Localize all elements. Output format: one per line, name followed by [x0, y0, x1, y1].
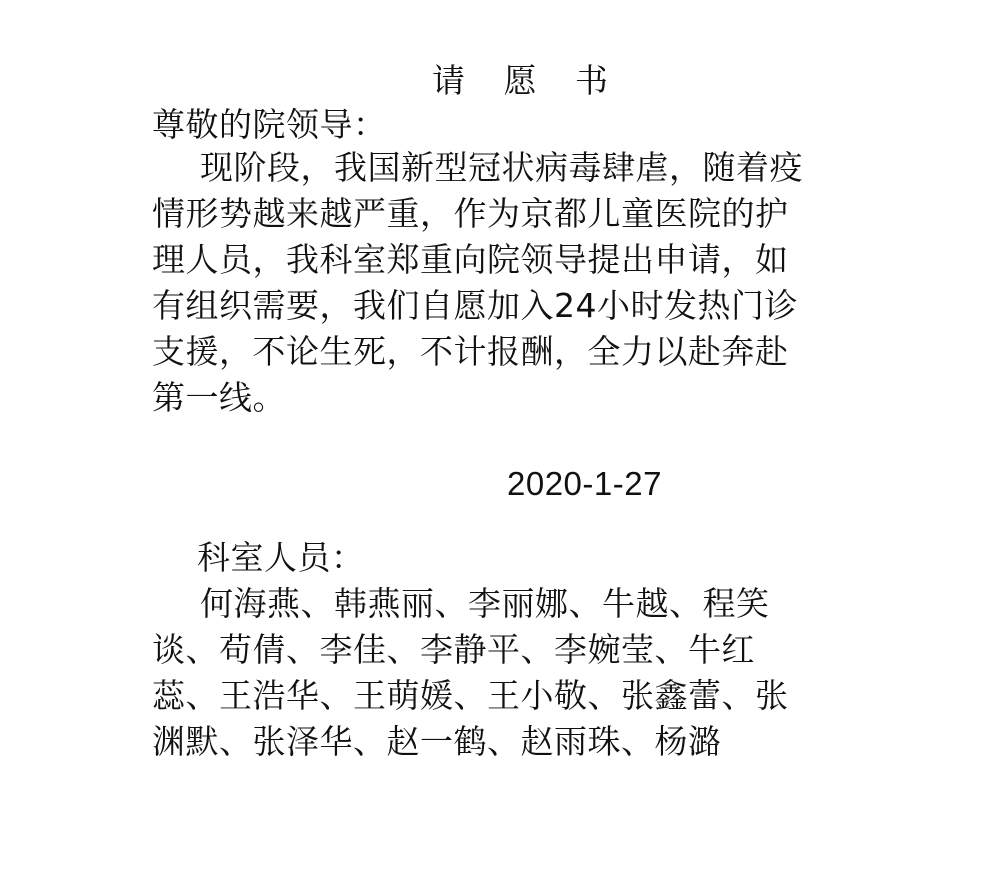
staff-line: 谈、苟倩、李佳、李静平、李婉莹、牛红: [152, 630, 755, 669]
body-line: 第一线。: [152, 378, 286, 417]
staff-line: 何海燕、韩燕丽、李丽娜、牛越、程笑: [200, 584, 770, 623]
body-line: 情形势越来越严重，作为京都儿童医院的护: [152, 194, 789, 233]
date: 2020-1-27: [507, 465, 662, 502]
salutation: 尊敬的院领导：: [152, 105, 387, 144]
staff-line: 蕊、王浩华、王萌媛、王小敬、张鑫蕾、张: [152, 676, 789, 715]
body-line: 支援，不论生死，不计报酬，全力以赴奔赴: [152, 332, 789, 371]
body-line: 有组织需要，我们自愿加入24小时发热门诊: [152, 286, 798, 325]
body-line: 现阶段，我国新型冠状病毒肆虐，随着疫: [200, 148, 803, 187]
staff-label: 科室人员：: [197, 538, 365, 577]
body-line: 理人员，我科室郑重向院领导提出申请，如: [152, 240, 789, 279]
staff-line: 渊默、张泽华、赵一鹤、赵雨珠、杨潞: [152, 722, 722, 761]
document-title: 请 愿 书: [432, 61, 622, 100]
